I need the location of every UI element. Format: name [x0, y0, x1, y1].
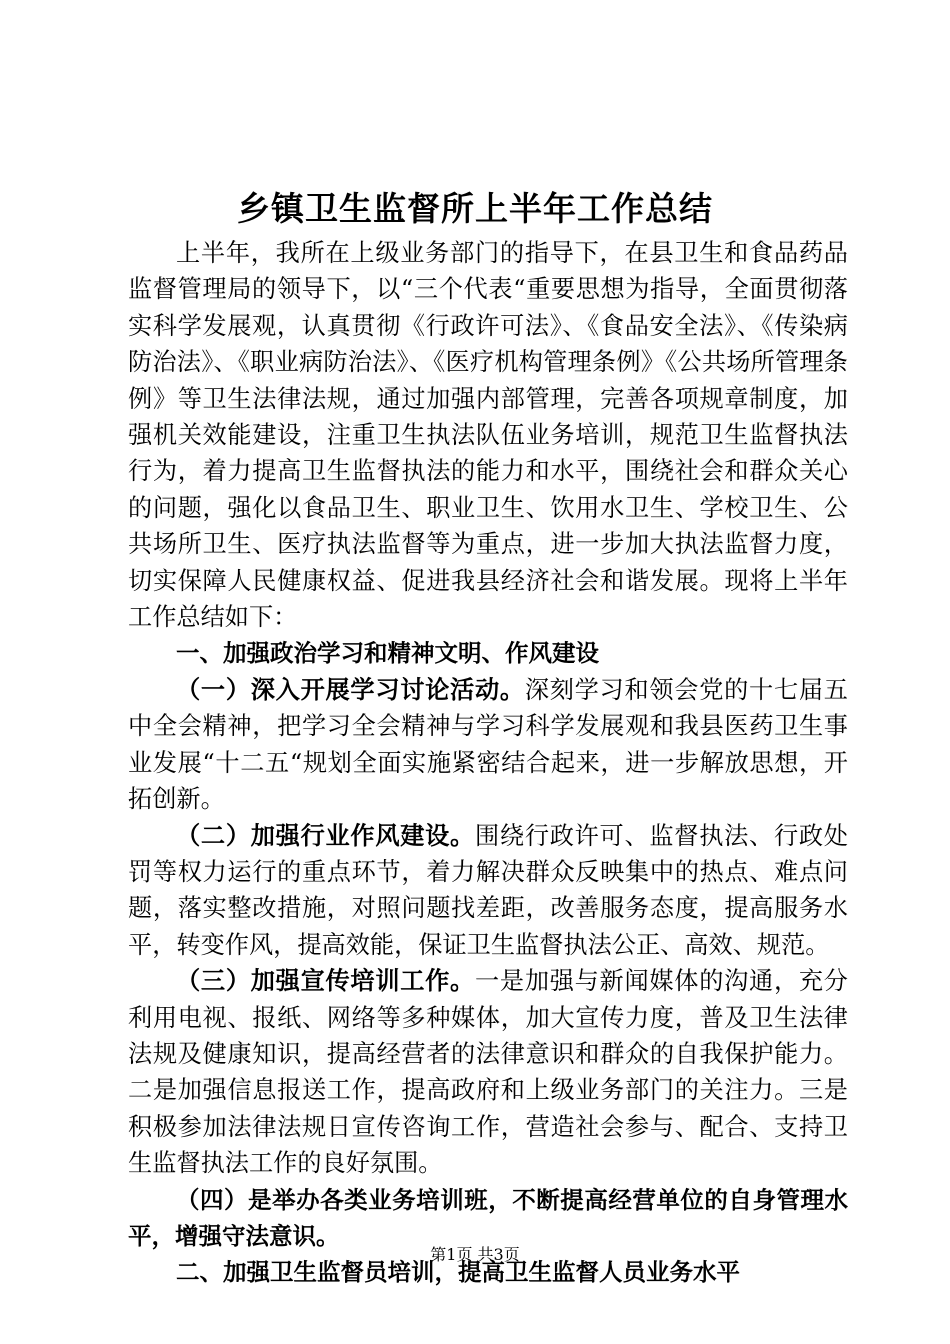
paragraph-item-1	[128, 672, 848, 818]
page-footer: 第1页 共3页	[430, 1245, 520, 1264]
document-title: 乡镇卫生监督所上半年工作总结	[237, 189, 713, 228]
paragraph-item-4: （四）是举办各类业务培训班，不断提高经营单位的自身管理水平，增强守法意识。	[128, 1185, 848, 1250]
intro-paragraph: 上半年，我所在上级业务部门的指导下，在县卫生和食品药品监督管理局的领导下，以“三个代表“重要思想为指导，全面贯彻落实科学发展观，认真贯彻《行政许可法》、《食品安全法》、《传染病防治法》、《职业病防治法》、《医疗机构管理条例》《公共场所管理条例》等卫生法律法规，通过加强内部管理，完善各项规章制度，加强机关效能建设，注重卫生执法队伍业务培训，规范卫生监督执法行为，着力提高卫生监督执法的能力和水平，围绕社会和群众关心的问题，强化以食品卫生、职业卫生、饮用水卫生、学校卫生、公共场所卫生、医疗执法监督等为重点，进一步加大执法监督力度，切实保障人民健康权益、促进我县经济社会和谐发展。现将上半年工作总结如下：	[128, 239, 848, 632]
item-3-text: 一是加强与新闻媒体的沟通，充分利用电视、报纸、网络等多种媒体，加大宣传力度，普及卫生法律法规及健康知识，提高经营者的法律意识和群众的自我保护能力。二是加强信息报送工作，提高政府和上级业务部门的关注力。三是积极参加法律法规日宣传咨询工作，营造社会参与、配合、支持卫生监督执法工作的良好氛围。	[128, 967, 848, 1178]
item-2-heading: （二）加强行业作风建设。	[176, 821, 475, 850]
item-3-heading: （三）加强宣传培训工作。	[176, 967, 475, 996]
item-1-text: 深刻学习和领会党的十七届五中全会精神，把学习全会精神与学习科学发展观和我县医药卫生事业发展“十二五“规划全面实施紧密结合起来，进一步解放思想，开拓创新。	[128, 675, 848, 814]
paragraph-item-2	[128, 818, 848, 964]
document-body	[128, 235, 848, 1291]
section-heading-1: 一、加强政治学习和精神文明、作风建设	[176, 639, 599, 668]
item-2-text: 围绕行政许可、监督执法、行政处罚等权力运行的重点环节，着力解决群众反映集中的热点、难点问题，落实整改措施，对照问题找差距，改善服务态度，提高服务水平，转变作风，提高效能，保证卫生监督执法公正、高效、规范。	[128, 821, 848, 959]
item-1-heading: （一）深入开展学习讨论活动。	[176, 675, 525, 704]
paragraph-item-3	[128, 963, 848, 1181]
section-heading-2: 二、加强卫生监督员培训，提高卫生监督人员业务水平	[176, 1258, 740, 1287]
